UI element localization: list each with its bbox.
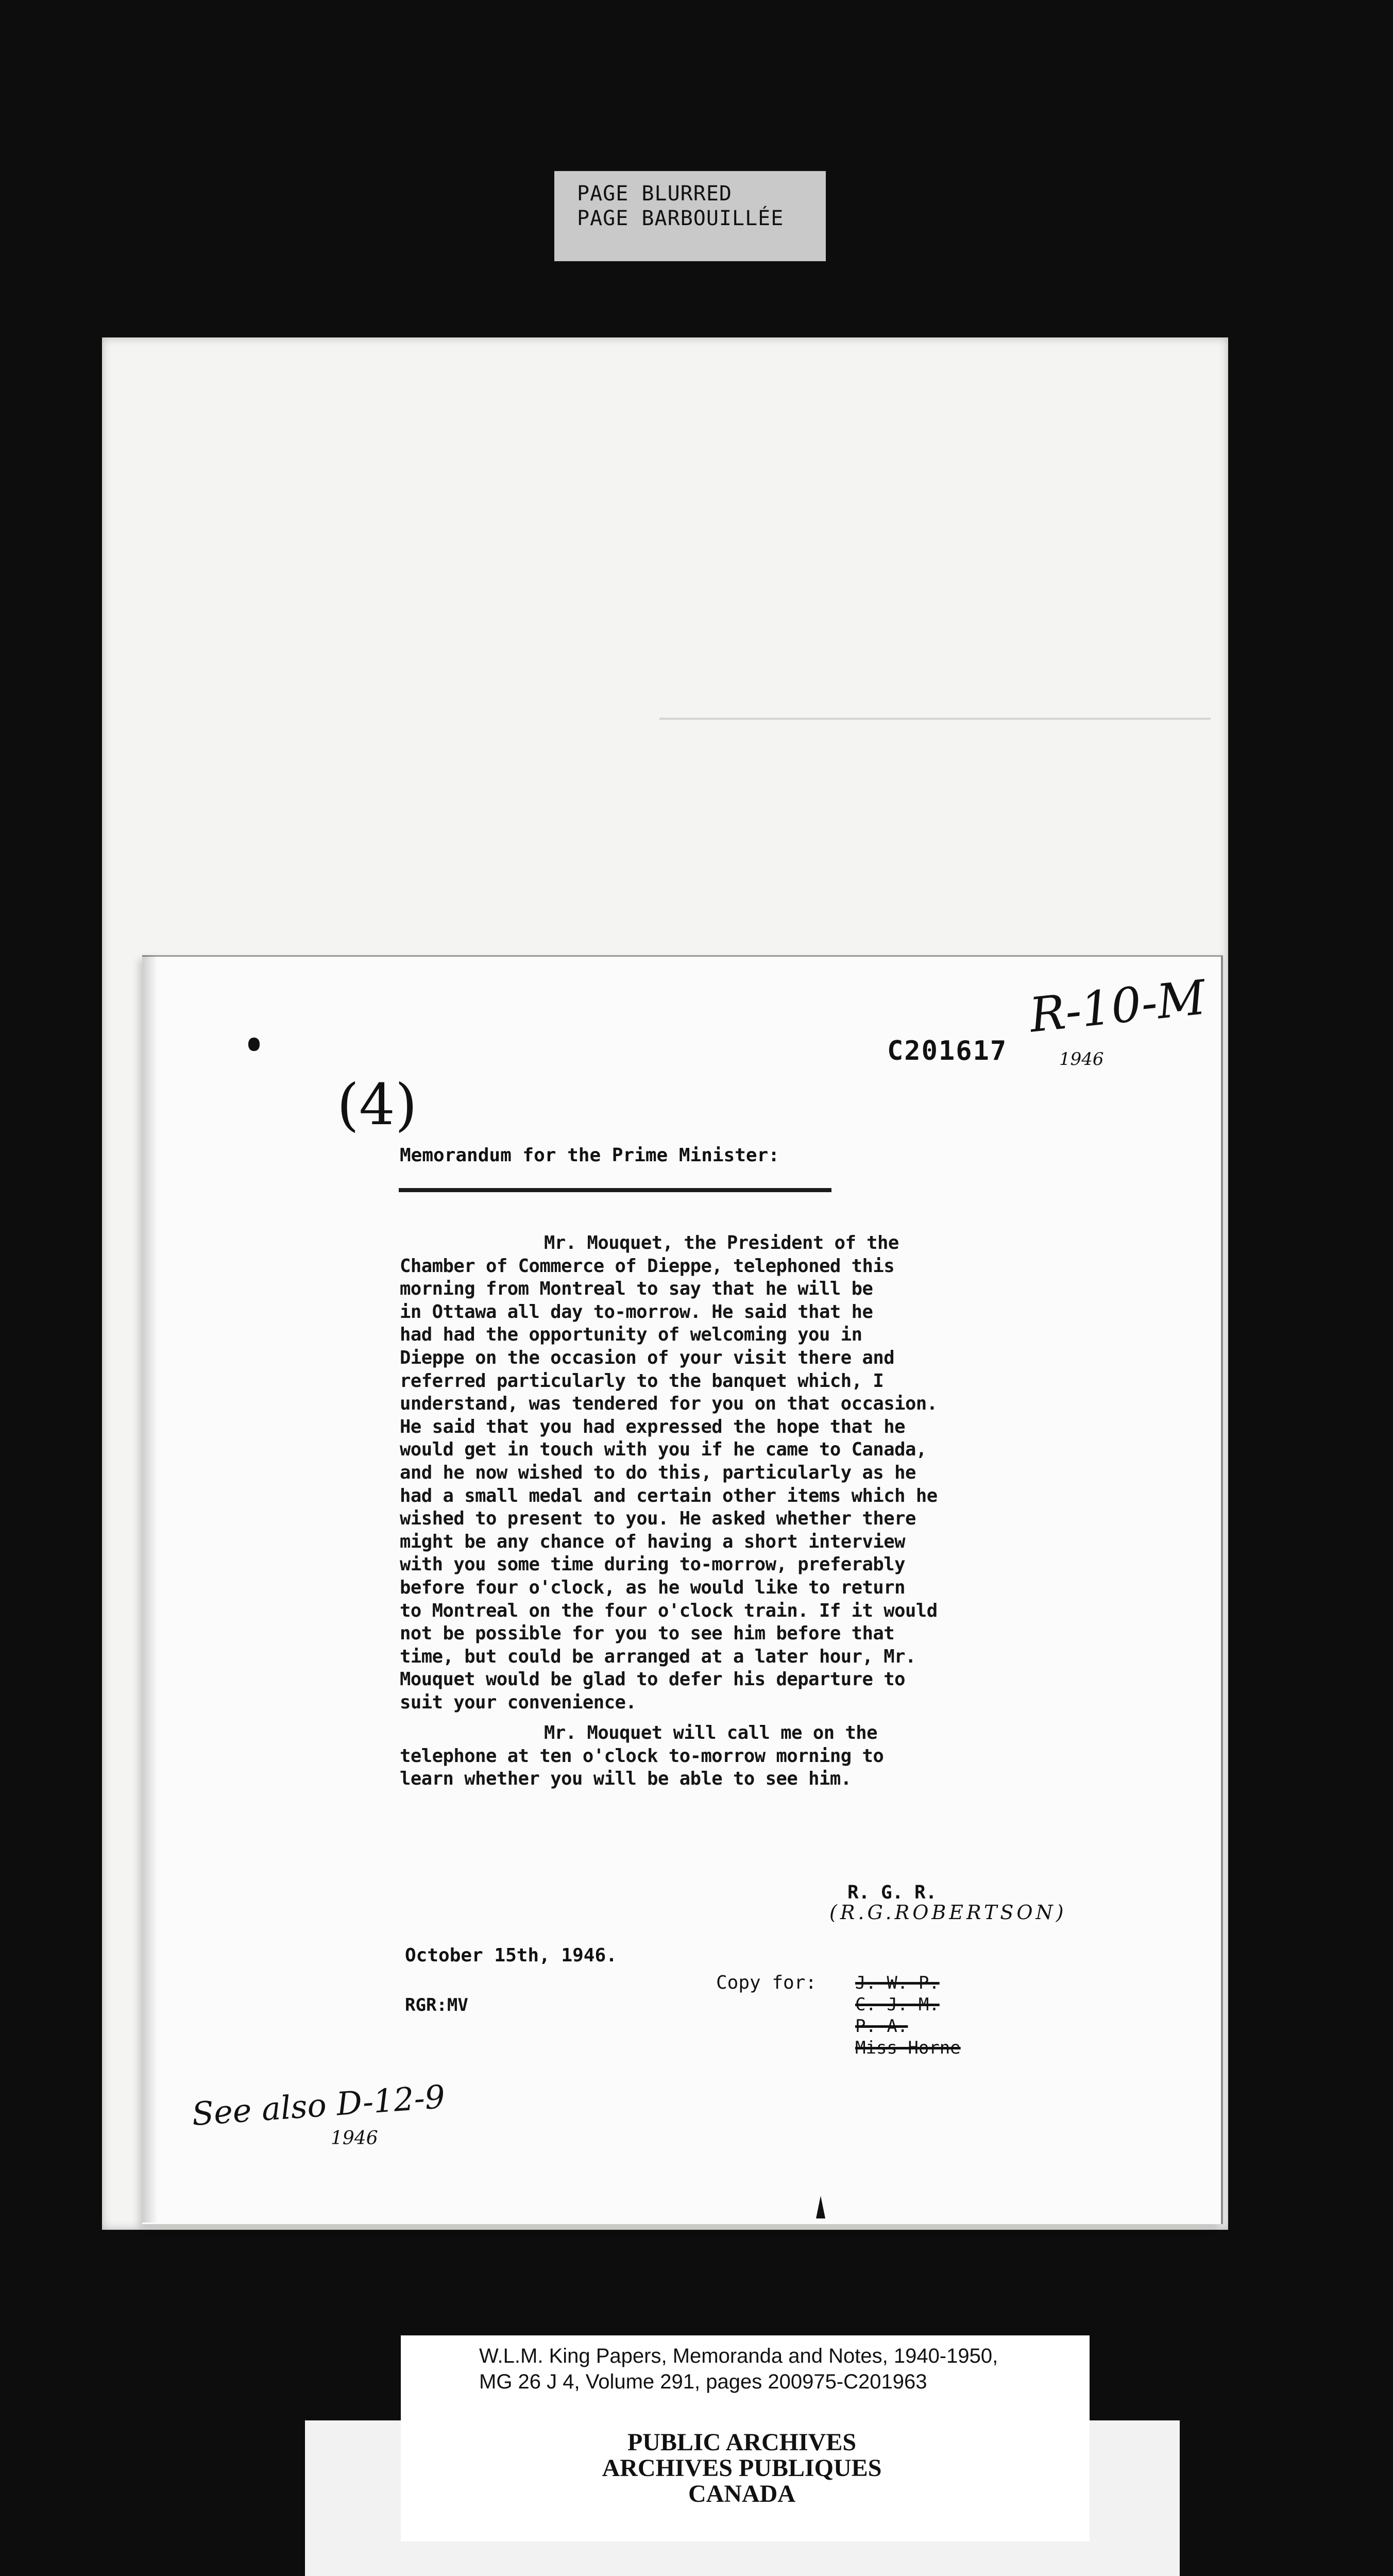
memo-text-line: before four o'clock, as he would like to return xyxy=(400,1577,906,1598)
archives-stamp xyxy=(536,2430,948,2507)
blur-label-line-1: PAGE BLURRED xyxy=(577,182,732,206)
document-number: C201617 xyxy=(887,1036,1008,1066)
memo-text-line: understand, was tendered for you on that occasion. xyxy=(400,1393,938,1415)
memo-text-line: Mr. Mouquet, the President of the xyxy=(544,1232,899,1253)
card-notch-left xyxy=(305,2360,401,2420)
copy-recipient: C. J. M. xyxy=(855,1994,940,2015)
memo-text-line: in Ottawa all day to-morrow. He said that he xyxy=(400,1301,873,1323)
page-blurred-label xyxy=(554,171,826,261)
citation-line-1: W.L.M. King Papers, Memoranda and Notes, 1940-1950, xyxy=(479,2345,998,2367)
handwritten-signature-name: (R.G.ROBERTSON) xyxy=(829,1901,1067,1924)
handwritten-reference: R-10-M xyxy=(1027,970,1209,1043)
memo-text-line: with you some time during to-morrow, preferably xyxy=(400,1554,906,1575)
memo-text-line: Mr. Mouquet will call me on the xyxy=(544,1722,878,1743)
archives-line-2: ARCHIVES PUBLIQUES xyxy=(602,2454,882,2482)
memo-text-line: and he now wished to do this, particularly as he xyxy=(400,1462,916,1483)
memo-paragraph-2 xyxy=(400,1722,1111,1791)
signature-initials: R. G. R. xyxy=(847,1882,937,1903)
reference-initials: RGR:MV xyxy=(405,1995,468,2015)
copy-recipient: P. A. xyxy=(855,2016,908,2037)
copy-recipient: Miss Horne xyxy=(855,2038,961,2058)
memo-text-line: had a small medal and certain other items which he xyxy=(400,1485,938,1506)
memo-text-line: Dieppe on the occasion of your visit there and xyxy=(400,1347,895,1368)
ink-mark xyxy=(248,1038,260,1051)
memo-text-line: not be possible for you to see him before that xyxy=(400,1623,895,1645)
citation-line-2: MG 26 J 4, Volume 291, pages 200975-C201963 xyxy=(479,2370,927,2393)
card-notch-right xyxy=(1090,2360,1180,2420)
memo-text-line: to Montreal on the four o'clock train. If it would xyxy=(400,1600,938,1621)
memo-edge-shadow xyxy=(142,955,158,2223)
handwritten-see-also-year: 1946 xyxy=(331,2128,378,2149)
memo-text-line: would get in touch with you if he came to Canada, xyxy=(400,1439,927,1461)
copy-for-label: Copy for: xyxy=(716,1972,817,1993)
title-underline xyxy=(399,1188,831,1192)
memo-text-line: might be any chance of having a short interview xyxy=(400,1531,906,1552)
memo-text-line: morning from Montreal to say that he will be xyxy=(400,1278,873,1300)
archives-line-1: PUBLIC ARCHIVES xyxy=(627,2429,857,2456)
memo-text-line: Mouquet would be glad to defer his departure to xyxy=(400,1669,906,1690)
memo-text-line: referred particularly to the banquet which, I xyxy=(400,1370,884,1392)
memo-text-line: learn whether you will be able to see him. xyxy=(400,1768,852,1790)
memo-text-line: time, but could be arranged at a later hour, Mr. xyxy=(400,1646,916,1667)
memo-text-line: telephone at ten o'clock to-morrow morning to xyxy=(400,1745,884,1767)
handwritten-see-also: See also D-12-9 xyxy=(191,2077,447,2133)
memo-date: October 15th, 1946. xyxy=(405,1945,617,1966)
copy-recipient-list xyxy=(855,1972,961,2059)
memo-text-line: suit your convenience. xyxy=(400,1691,637,1713)
archives-line-3: CANADA xyxy=(688,2480,795,2507)
fold-crease xyxy=(659,718,1211,720)
handwritten-reference-year: 1946 xyxy=(1059,1049,1104,1070)
handwritten-number: (4) xyxy=(337,1072,417,1138)
memo-text-line: He said that you had expressed the hope that he xyxy=(400,1416,906,1437)
memo-text-line: had had the opportunity of welcoming you in xyxy=(400,1324,862,1346)
copy-recipient: J. W. P. xyxy=(855,1973,940,1993)
memo-text-line: wished to present to you. He asked whether there xyxy=(400,1508,916,1530)
memo-text-line: Chamber of Commerce of Dieppe, telephoned this xyxy=(400,1255,895,1277)
archive-citation xyxy=(479,2343,998,2395)
blur-label-line-2: PAGE BARBOUILLÉE xyxy=(577,207,784,230)
memo-title: Memorandum for the Prime Minister: xyxy=(400,1145,779,1166)
memo-paragraph-1 xyxy=(400,1232,1111,1714)
